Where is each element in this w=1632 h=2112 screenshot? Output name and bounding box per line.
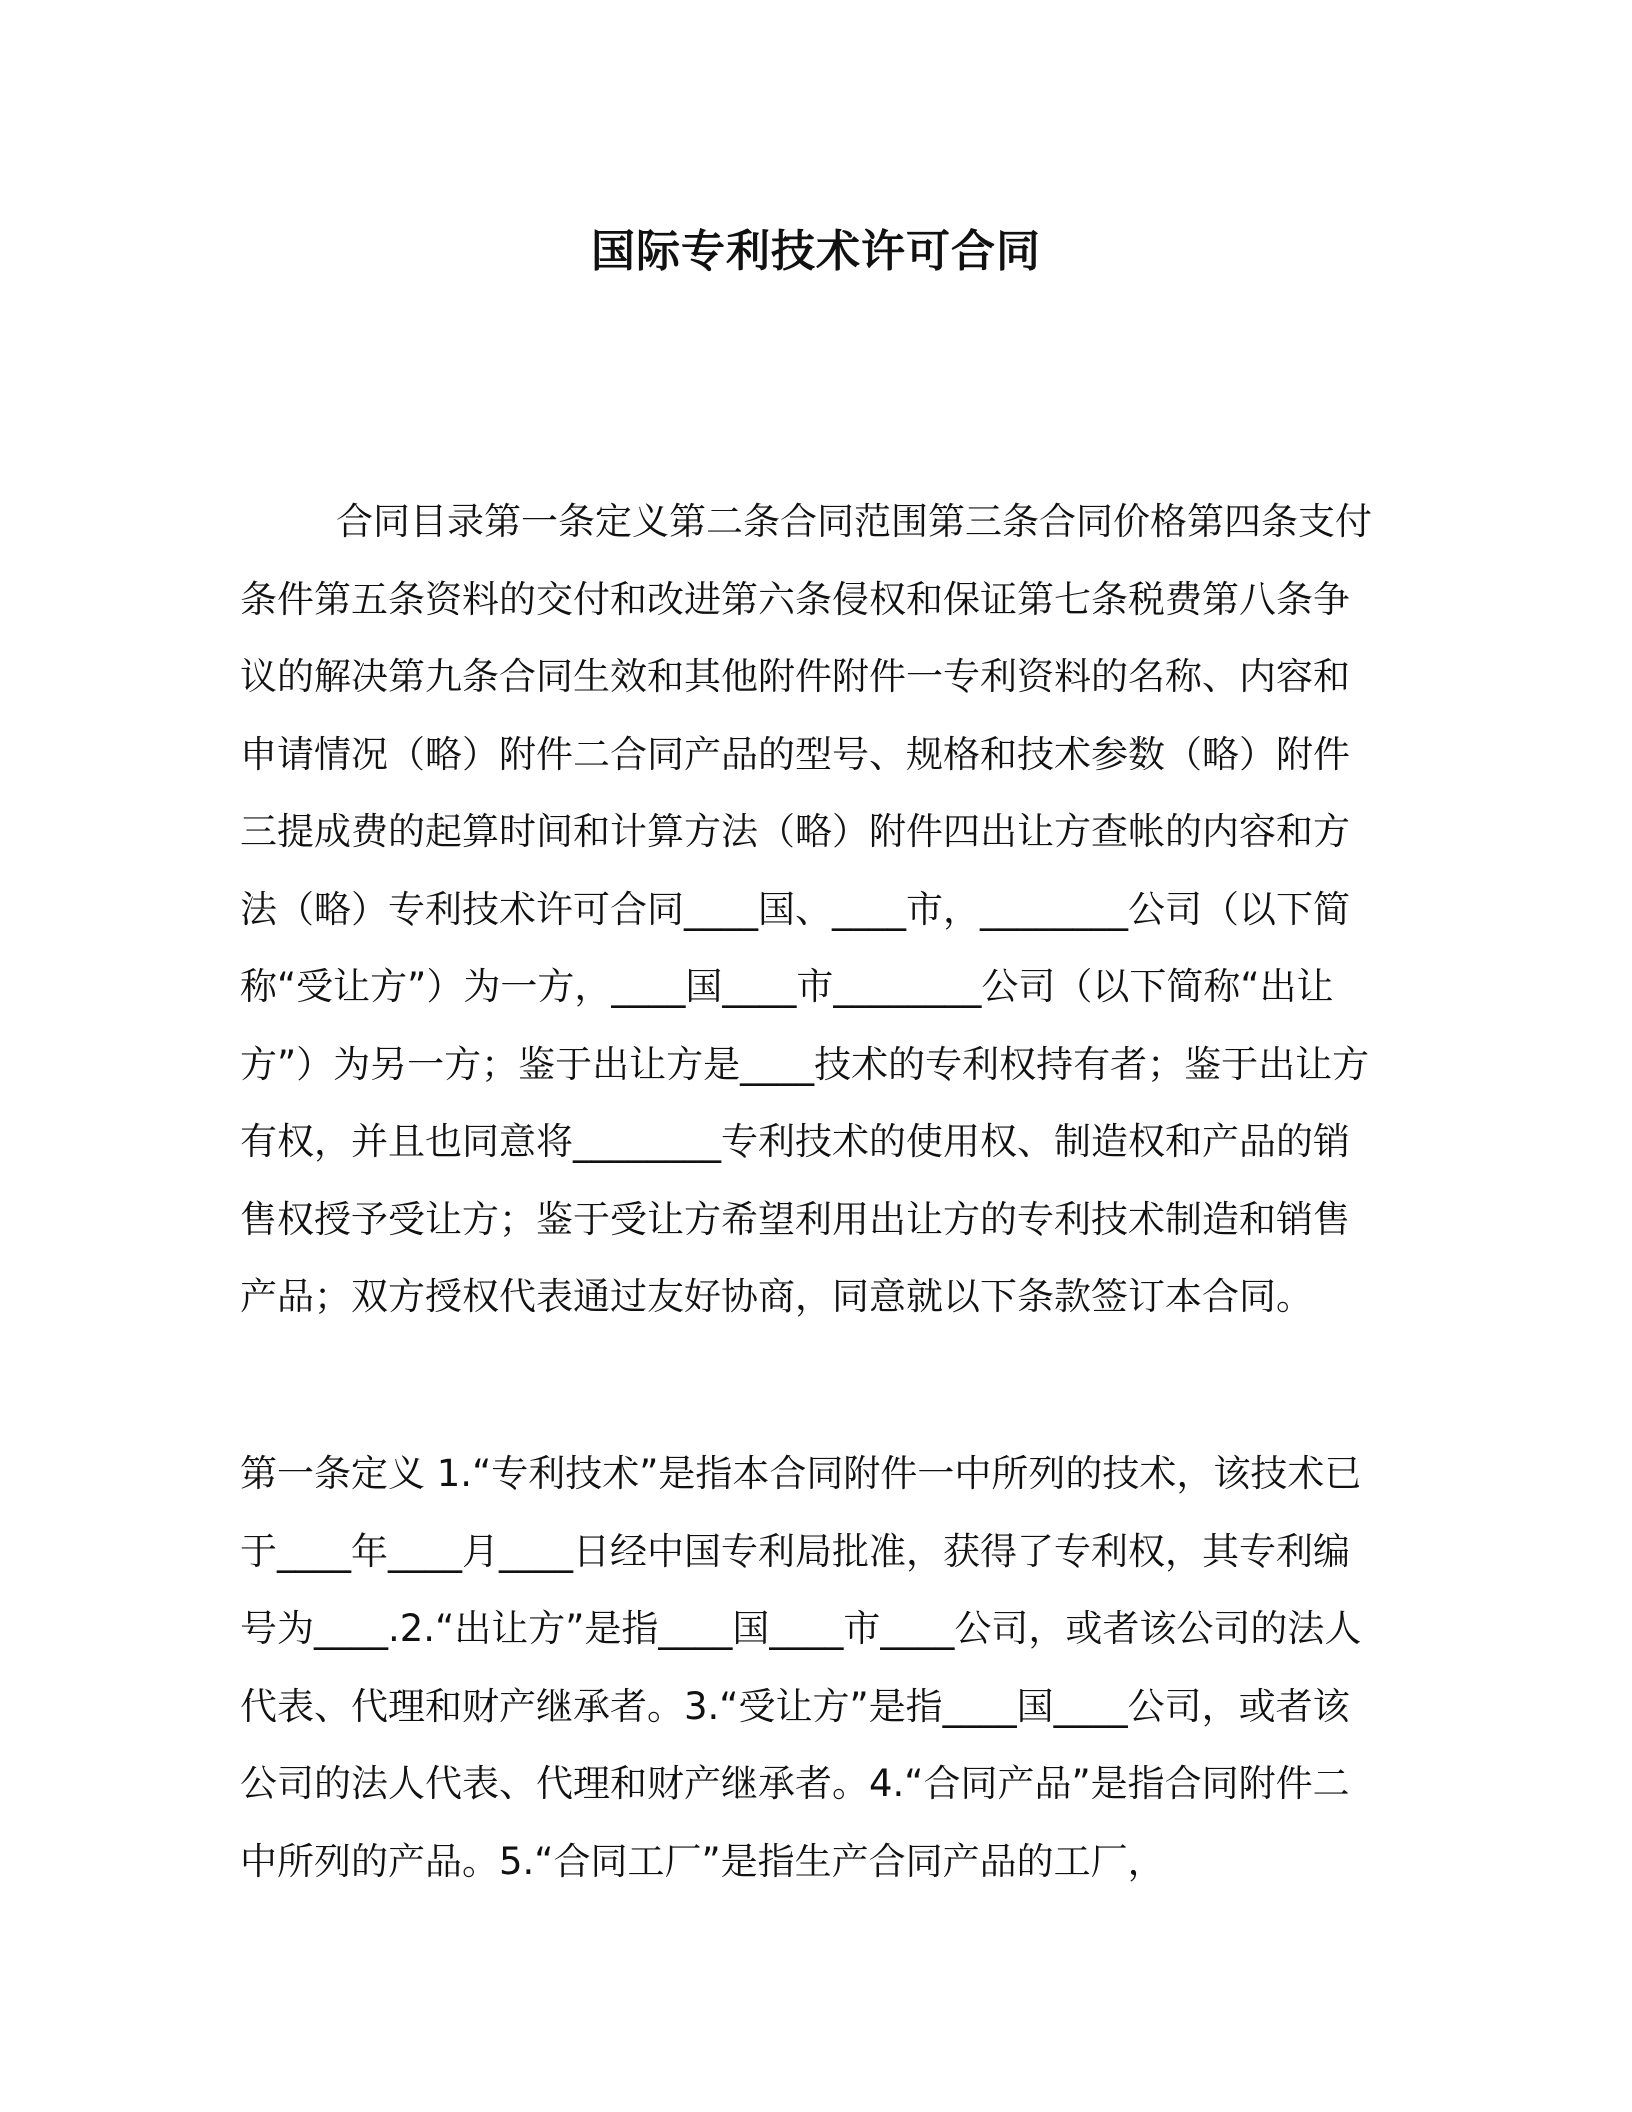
paragraph-article-one-definitions: 第一条定义 1.“专利技术”是指本合同附件一中所列的技术，该技术已于____年____月____日经中国专利局批准，获得了专利权，其专利编号为____.2.“出让方”是指____国____市____公司，或者该公司的法人代表、代理和财产继承者。3.“受让方”是指____国____公司，或者该公司的法人代表、代理和财产继承者。4.“合同产品”是指合同附件二中所列的产品。5.“合同工厂”是指生产合同产品的工厂，: [240, 1452, 1362, 1883]
document-title: 国际专利技术许可合同: [591, 226, 1041, 277]
paragraph-table-of-contents-and-preamble: 合同目录第一条定义第二条合同范围第三条合同价格第四条支付条件第五条资料的交付和改进第六条侵权和保证第七条税费第八条争议的解决第九条合同生效和其他附件附件一专利资料的名称、内容和申请情况（略）附件二合同产品的型号、规格和技术参数（略）附件三提成费的起算时间和计算方法（略）附件四出让方查帐的内容和方法（略）专利技术许可合同____国、____市，________公司（以下简称“受让方”）为一方，____国____市________公司（以下简称“出让方”）为另一方；鉴于出让方是____技术的专利权持有者；鉴于出让方有权，并且也同意将________专利技术的使用权、制造权和产品的销售权授予受让方；鉴于受让方希望利用出让方的专利技术制造和销售产品；双方授权代表通过友好协商，同意就以下条款签订本合同。: [240, 500, 1372, 1318]
